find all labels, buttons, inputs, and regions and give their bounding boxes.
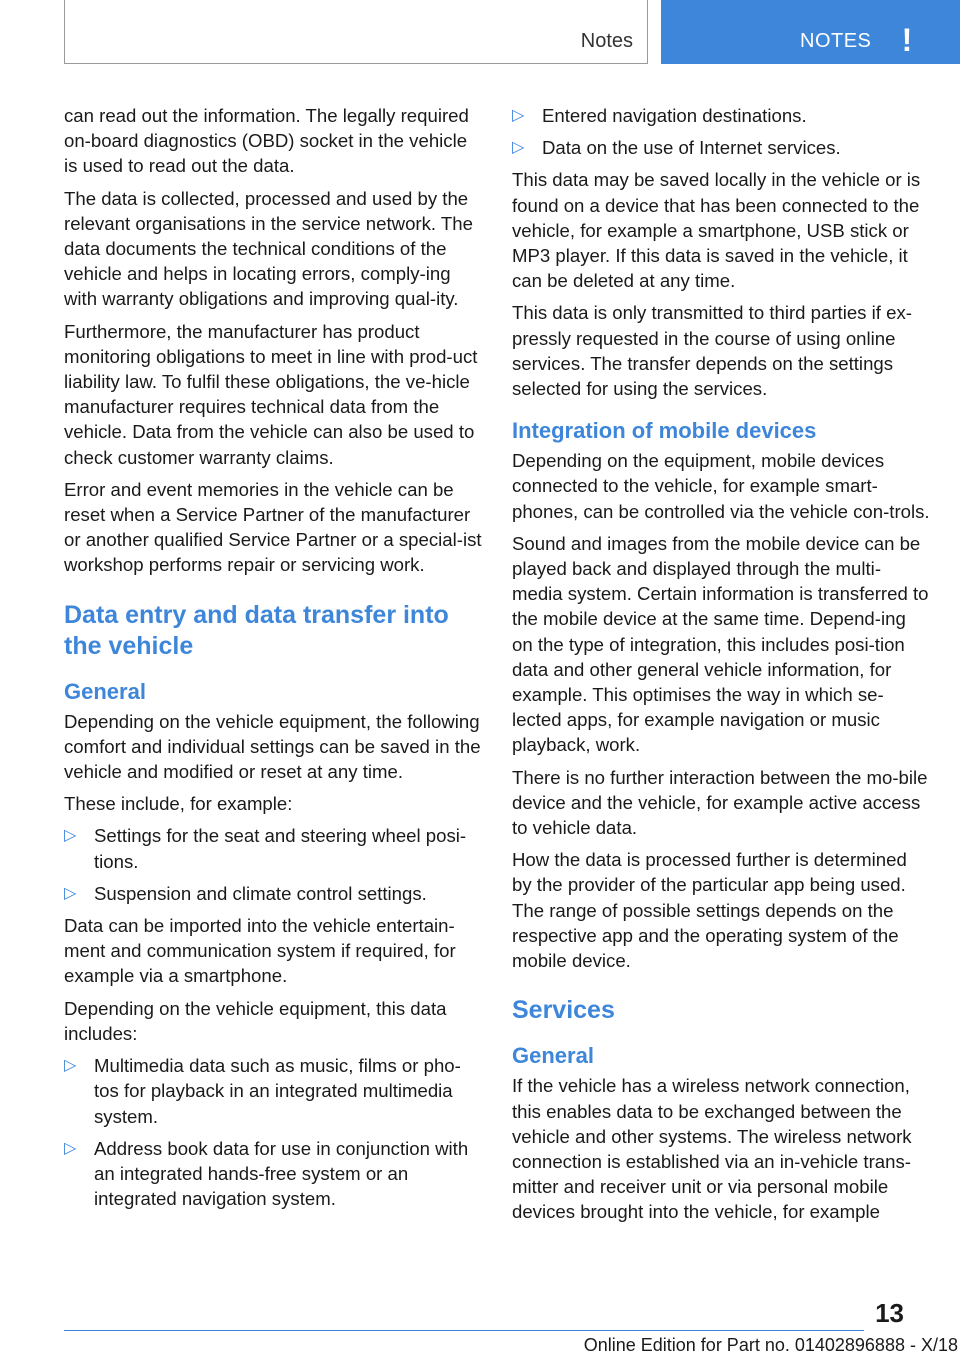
paragraph: This data is only transmitted to third parties if ex-pressly requested in the course of using online services. The transfer depends on the settings selected for using the services.: [512, 302, 912, 400]
triangle-bullet-icon: ▷: [64, 884, 77, 902]
list-item: ▷ Data on the use of Internet services.: [512, 135, 930, 160]
left-column: [64, 103, 482, 1218]
bullet-list: [64, 1053, 482, 1211]
footer-divider: [64, 1330, 864, 1331]
list-item: ▷ Suspension and climate control settings.: [64, 881, 482, 906]
paragraph: Depending on the vehicle equipment, this data includes:: [64, 997, 447, 1044]
triangle-bullet-icon: ▷: [64, 1139, 77, 1157]
paragraph: Sound and images from the mobile device can be played back and displayed through the multi-media system. Certain information is transferred to the mobile device at the same time. Depend-ing on the type of integration, this includes posi-tion data and other general vehicle information, for example. This optimises the way in which se-lected apps, for example navigation or music playback, work.: [512, 532, 929, 756]
heading-data-entry: Data entry and data transfer into the vehicle: [64, 600, 449, 660]
paragraph: Data can be imported into the vehicle entertain-ment and communication system if required, for example via a smartphone.: [64, 915, 456, 987]
triangle-bullet-icon: ▷: [512, 139, 525, 157]
chapter-tab: [661, 0, 960, 64]
heading-mobile-devices: Integration of mobile devices: [512, 418, 817, 444]
paragraph: This data may be saved locally in the vehicle or is found on a device that has been connected to the vehicle, for example a smartphone, USB stick or MP3 player. If this data is saved in the vehicle, it can be deleted at any time.: [512, 169, 921, 292]
triangle-bullet-icon: ▷: [512, 107, 525, 124]
list-item: ▷ Address book data for use in conjunction with an integrated hands-free system or an integrated navigation system.: [64, 1137, 469, 1210]
exclamation-icon: !: [901, 22, 913, 58]
list-item: ▷ Settings for the seat and steering wheel posi-tions.: [64, 825, 467, 872]
paragraph: Depending on the equipment, mobile devices connected to the vehicle, for example smart-phones, can be controlled via the vehicle con-trols.: [512, 450, 930, 522]
triangle-bullet-icon: ▷: [64, 1057, 77, 1075]
paragraph: How the data is processed further is determined by the provider of the particular app being used. The range of possible settings depends on the respective app and the operating system of the mobile device.: [512, 849, 907, 972]
heading-general: General: [64, 678, 146, 704]
page-number: 13: [875, 1298, 904, 1328]
triangle-bullet-icon: ▷: [64, 827, 77, 845]
paragraph: The data is collected, processed and used by the relevant organisations in the service network. The data documents the technical conditions of the vehicle and helps in locating errors, comply-ing with warranty obligations and improving qual-ity.: [64, 187, 473, 310]
running-header-box: [64, 0, 648, 64]
paragraph: There is no further interaction between the mo-bile device and the vehicle, for example active access to vehicle data.: [512, 766, 928, 839]
paragraph: If the vehicle has a wireless network connection, this enables data to be exchanged between the vehicle and other systems. The wireless network connection is established via an in-vehicle trans-mitter and receiver unit or via personal mobile devices brought into the vehicle, for example: [512, 1075, 912, 1223]
bullet-list: [512, 103, 930, 160]
right-column: [512, 103, 930, 1232]
list-item: ▷ Entered navigation destinations.: [512, 103, 930, 128]
list-item: ▷ Multimedia data such as music, films or pho-tos for playback in an integrated multimedia system.: [64, 1055, 461, 1127]
paragraph: These include, for example:: [64, 793, 293, 815]
paragraph: Depending on the vehicle equipment, the following comfort and individual settings can be saved in the vehicle and modified or reset at any time.: [64, 710, 481, 783]
paragraph: can read out the information. The legally required on-board diagnostics (OBD) socket in the vehicle is used to read out the data.: [64, 105, 469, 177]
section-title: Notes: [580, 30, 633, 52]
paragraph: Error and event memories in the vehicle can be reset when a Service Partner of the manufacturer or another qualified Service Partner or a special-ist workshop performs repair or servicing work.: [64, 478, 482, 576]
paragraph: Furthermore, the manufacturer has product monitoring obligations to meet in line with prod-uct liability law. To fulfil these obligations, the ve-hicle manufacturer requires technical data from the vehicle. Data from the vehicle can also be used to check customer warranty claims.: [64, 320, 478, 468]
chapter-title: NOTES: [800, 30, 872, 52]
edition-footer: Online Edition for Part no. 01402896888 - X/18: [583, 1335, 958, 1355]
heading-services: Services: [512, 996, 615, 1025]
heading-general: General: [512, 1043, 594, 1069]
bullet-list: [64, 823, 482, 906]
